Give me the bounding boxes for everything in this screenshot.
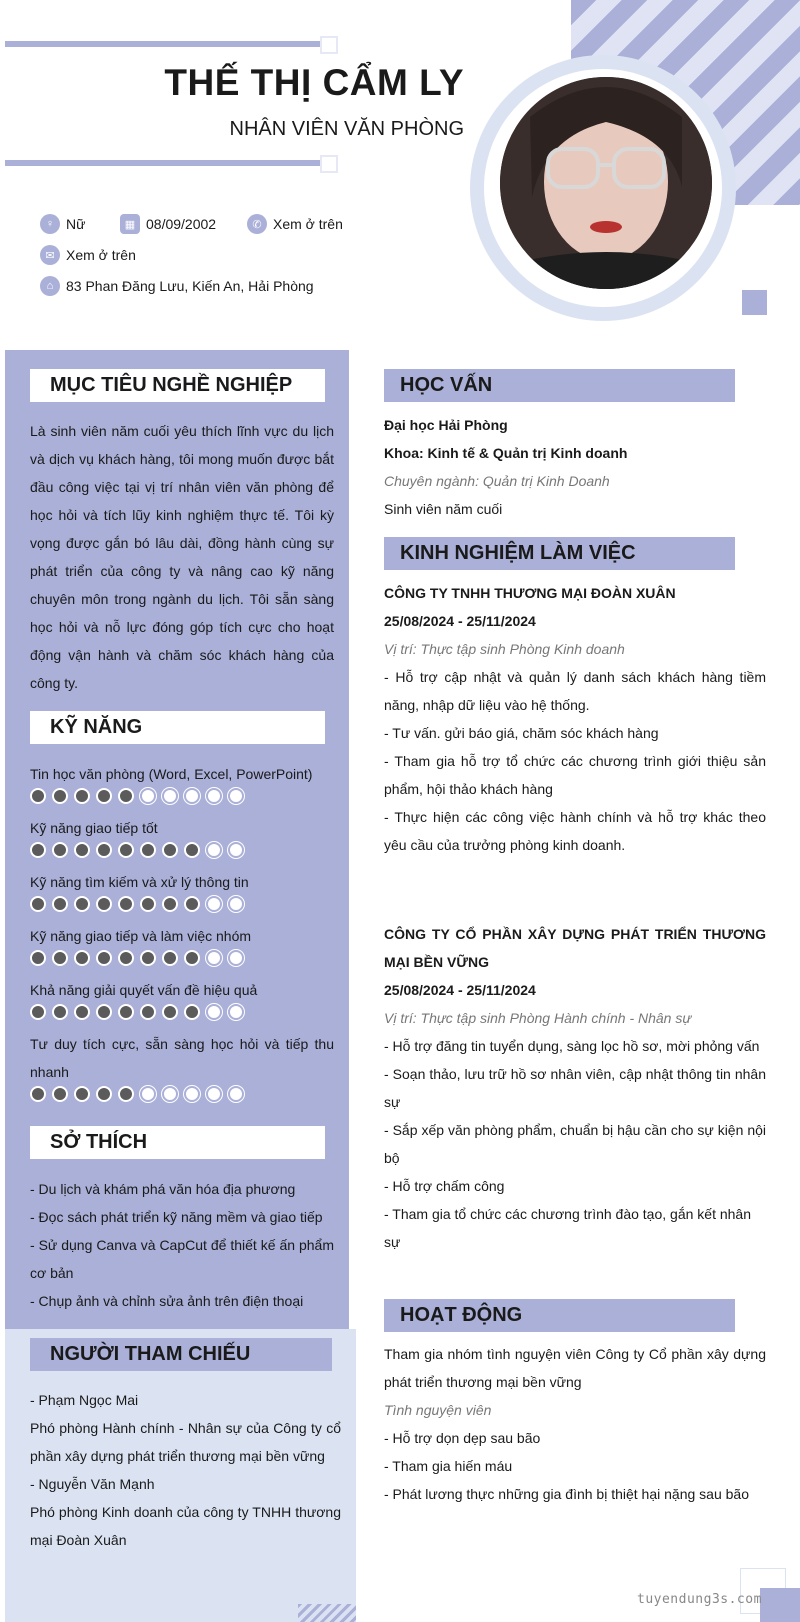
phone-icon: ✆ bbox=[247, 214, 267, 234]
rating-dot-filled bbox=[184, 842, 200, 858]
rating-dot-filled bbox=[30, 950, 46, 966]
rating-dot-filled bbox=[118, 896, 134, 912]
rating-dot-empty bbox=[206, 788, 222, 804]
references-heading: NGƯỜI THAM CHIẾU bbox=[30, 1338, 332, 1371]
activity-org: Tham gia nhóm tình nguyện viên Công ty Cổ phần xây dựng phát triển thương mại bền vững bbox=[384, 1346, 766, 1390]
reference-name: - Phạm Ngọc Mai bbox=[30, 1392, 139, 1408]
skill-row bbox=[30, 922, 334, 966]
address-value: 83 Phan Đăng Lưu, Kiến An, Hải Phòng bbox=[66, 278, 314, 294]
education-heading: HỌC VẤN bbox=[384, 369, 735, 402]
skill-name: Kỹ năng tìm kiếm và xử lý thông tin bbox=[30, 874, 249, 890]
rating-dot-filled bbox=[118, 950, 134, 966]
rating-dot-empty bbox=[206, 1004, 222, 1020]
rating-dot-filled bbox=[162, 842, 178, 858]
rating-dot-empty bbox=[206, 896, 222, 912]
job-title: NHÂN VIÊN VĂN PHÒNG bbox=[229, 118, 464, 140]
rating-dot-filled bbox=[96, 1004, 112, 1020]
job-task: - Tham gia hỗ trợ tổ chức các chương trình giới thiệu sản phẩm, hội thảo khách hàng bbox=[384, 753, 766, 797]
rating-dot-filled bbox=[96, 842, 112, 858]
email-value: Xem ở trên bbox=[66, 247, 136, 263]
skill-row bbox=[30, 760, 334, 804]
rating-dot-filled bbox=[74, 950, 90, 966]
skill-row bbox=[30, 976, 334, 1020]
education-status: Sinh viên năm cuối bbox=[384, 501, 503, 517]
email-icon: ✉ bbox=[40, 245, 60, 265]
reference-title: Phó phòng Hành chính - Nhân sự của Công ty cổ phần xây dựng phát triển thương mại bền vững bbox=[30, 1420, 341, 1464]
rating-dot-filled bbox=[30, 896, 46, 912]
rating-dot-empty bbox=[228, 1086, 244, 1102]
rating-dot-filled bbox=[74, 896, 90, 912]
job-entry bbox=[384, 920, 766, 1256]
job-entry bbox=[384, 579, 766, 859]
contact-address bbox=[40, 276, 314, 296]
job-task: - Thực hiện các công việc hành chính và hỗ trợ khác theo yêu cầu của trưởng phòng kinh doanh. bbox=[384, 809, 766, 853]
job-company: CÔNG TY TNHH THƯƠNG MẠI ĐOÀN XUÂN bbox=[384, 585, 676, 601]
rating-dot-empty bbox=[206, 950, 222, 966]
rating-dot-filled bbox=[118, 842, 134, 858]
hobbies-list bbox=[30, 1175, 334, 1315]
skill-row bbox=[30, 1030, 334, 1102]
activity-role: Tình nguyện viên bbox=[384, 1402, 492, 1418]
contact-gender bbox=[40, 214, 85, 234]
rating-dot-filled bbox=[140, 896, 156, 912]
skill-name: Khả năng giải quyết vấn đề hiệu quả bbox=[30, 982, 258, 998]
job-task: - Hỗ trợ chấm công bbox=[384, 1178, 505, 1194]
objective-text: Là sinh viên năm cuối yêu thích lĩnh vực du lịch và dịch vụ khách hàng, tôi mong muốn được bắt đầu công việc tại vị trí nhân viên văn phòng để học hỏi và tích lũy kinh nghiệm thực tế. Tôi kỳ vọng được gắn bó lâu dài, đồng hành cùng sự phát triển của công ty và nâng cao kỹ năng chuyên môn trong ngành du lịch. Tôi sẵn sàng học hỏi và nỗ lực đóng góp tích cực cho hoạt động vận hành và chăm sóc khách hàng của công ty. bbox=[30, 423, 334, 691]
rating-dot-empty bbox=[228, 1004, 244, 1020]
rating-dot-filled bbox=[162, 950, 178, 966]
candidate-name: THẾ THỊ CẨM LY bbox=[164, 62, 464, 103]
rating-dot-filled bbox=[162, 1004, 178, 1020]
job-task: - Hỗ trợ cập nhật và quản lý danh sách khách hàng tiềm năng, nhập dữ liệu vào hệ thống. bbox=[384, 669, 766, 713]
header-bottom-line bbox=[5, 160, 320, 166]
job-company: CÔNG TY CỔ PHẦN XÂY DỰNG PHÁT TRIỂN THƯƠNG MẠI BỀN VỮNG bbox=[384, 926, 766, 970]
activities-heading: HOẠT ĐỘNG bbox=[384, 1299, 735, 1332]
profile-photo bbox=[500, 77, 712, 289]
gender-value: Nữ bbox=[66, 216, 86, 232]
watermark[interactable]: tuyendung3s.com bbox=[637, 1592, 762, 1607]
rating-dot-filled bbox=[118, 1086, 134, 1102]
rating-dot-filled bbox=[52, 842, 68, 858]
contact-phone bbox=[247, 214, 343, 234]
rating-dot-filled bbox=[96, 896, 112, 912]
skill-name: Tư duy tích cực, sẵn sàng học hỏi và tiếp thu nhanh bbox=[30, 1036, 334, 1080]
job-task: - Tư vấn. gửi báo giá, chăm sóc khách hàng bbox=[384, 725, 659, 741]
rating-dot-filled bbox=[52, 1086, 68, 1102]
job-task: - Sắp xếp văn phòng phẩm, chuẩn bị hậu cần cho sự kiện nội bộ bbox=[384, 1122, 766, 1166]
skill-row bbox=[30, 868, 334, 912]
skill-name: Kỹ năng giao tiếp tốt bbox=[30, 820, 158, 836]
rating-dot-filled bbox=[52, 896, 68, 912]
education-faculty: Khoa: Kinh tế & Quản trị Kinh doanh bbox=[384, 445, 628, 461]
rating-dot-filled bbox=[96, 1086, 112, 1102]
dob-value: 08/09/2002 bbox=[146, 216, 217, 232]
experience-heading: KINH NGHIỆM LÀM VIỆC bbox=[384, 537, 735, 570]
job-task: - Soạn thảo, lưu trữ hồ sơ nhân viên, cập nhật thông tin nhân sự bbox=[384, 1066, 766, 1110]
education-major: Chuyên ngành: Quản trị Kinh Doanh bbox=[384, 473, 610, 489]
rating-dot-filled bbox=[30, 1004, 46, 1020]
hobby-item: - Du lịch và khám phá văn hóa địa phương bbox=[30, 1181, 296, 1197]
rating-dot-filled bbox=[30, 842, 46, 858]
hobby-item: - Chụp ảnh và chỉnh sửa ảnh trên điện thoại bbox=[30, 1293, 304, 1309]
reference-name: - Nguyễn Văn Mạnh bbox=[30, 1476, 155, 1492]
education-block bbox=[384, 411, 766, 523]
rating-dot-filled bbox=[96, 950, 112, 966]
job-period: 25/08/2024 - 25/11/2024 bbox=[384, 982, 536, 998]
rating-dot-filled bbox=[184, 950, 200, 966]
rating-dot-filled bbox=[140, 1004, 156, 1020]
rating-dot-filled bbox=[118, 1004, 134, 1020]
job-period: 25/08/2024 - 25/11/2024 bbox=[384, 613, 536, 629]
skills-list bbox=[30, 760, 334, 1112]
rating-dot-filled bbox=[184, 1004, 200, 1020]
contact-email bbox=[40, 245, 136, 265]
header-top-line bbox=[5, 41, 320, 47]
rating-dot-filled bbox=[162, 896, 178, 912]
skill-rating bbox=[30, 1086, 334, 1102]
job-position: Vị trí: Thực tập sinh Phòng Kinh doanh bbox=[384, 641, 625, 657]
rating-dot-filled bbox=[140, 842, 156, 858]
hobby-item: - Sử dụng Canva và CapCut để thiết kế ấn phẩm cơ bản bbox=[30, 1237, 334, 1281]
rating-dot-filled bbox=[140, 950, 156, 966]
rating-dot-empty bbox=[162, 1086, 178, 1102]
job-task: - Tham gia tổ chức các chương trình đào tạo, gắn kết nhân sự bbox=[384, 1206, 751, 1250]
activity-item: - Tham gia hiến máu bbox=[384, 1458, 513, 1474]
rating-dot-empty bbox=[140, 788, 156, 804]
phone-value: Xem ở trên bbox=[273, 216, 343, 232]
rating-dot-empty bbox=[206, 1086, 222, 1102]
decor-square bbox=[742, 290, 767, 315]
rating-dot-filled bbox=[74, 788, 90, 804]
skill-rating bbox=[30, 842, 334, 858]
objective-heading: MỤC TIÊU NGHỀ NGHIỆP bbox=[30, 369, 325, 402]
reference-title: Phó phòng Kinh doanh của công ty TNHH thương mại Đoàn Xuân bbox=[30, 1504, 341, 1548]
hobbies-heading: SỞ THÍCH bbox=[30, 1126, 325, 1159]
rating-dot-empty bbox=[184, 1086, 200, 1102]
gender-icon: ♀ bbox=[40, 214, 60, 234]
skill-rating bbox=[30, 950, 334, 966]
skill-name: Kỹ năng giao tiếp và làm việc nhóm bbox=[30, 928, 252, 944]
hobby-item: - Đọc sách phát triển kỹ năng mềm và giao tiếp bbox=[30, 1209, 323, 1225]
bottom-stripe-decoration bbox=[298, 1604, 356, 1622]
references-list bbox=[30, 1386, 341, 1554]
skill-name: Tin học văn phòng (Word, Excel, PowerPoint) bbox=[30, 766, 313, 782]
rating-dot-filled bbox=[96, 788, 112, 804]
job-position: Vị trí: Thực tập sinh Phòng Hành chính - Nhân sự bbox=[384, 1010, 692, 1026]
rating-dot-empty bbox=[184, 788, 200, 804]
activities-block bbox=[384, 1340, 766, 1508]
calendar-icon: ▦ bbox=[120, 214, 140, 234]
rating-dot-filled bbox=[52, 950, 68, 966]
activity-item: - Hỗ trợ dọn dẹp sau bão bbox=[384, 1430, 541, 1446]
rating-dot-empty bbox=[228, 950, 244, 966]
header-top-line-end bbox=[320, 36, 338, 54]
rating-dot-filled bbox=[30, 788, 46, 804]
rating-dot-empty bbox=[228, 896, 244, 912]
rating-dot-filled bbox=[74, 842, 90, 858]
rating-dot-filled bbox=[74, 1086, 90, 1102]
skill-rating bbox=[30, 1004, 334, 1020]
skills-heading: KỸ NĂNG bbox=[30, 711, 325, 744]
activity-item: - Phát lương thực những gia đình bị thiệt hại nặng sau bão bbox=[384, 1486, 749, 1502]
home-icon: ⌂ bbox=[40, 276, 60, 296]
rating-dot-filled bbox=[52, 788, 68, 804]
rating-dot-filled bbox=[52, 1004, 68, 1020]
education-school: Đại học Hải Phòng bbox=[384, 417, 508, 433]
skill-rating bbox=[30, 788, 334, 804]
corner-decor-fill bbox=[760, 1588, 800, 1622]
header-bottom-line-end bbox=[320, 155, 338, 173]
rating-dot-filled bbox=[184, 896, 200, 912]
rating-dot-filled bbox=[118, 788, 134, 804]
skill-rating bbox=[30, 896, 334, 912]
rating-dot-filled bbox=[74, 1004, 90, 1020]
rating-dot-empty bbox=[140, 1086, 156, 1102]
rating-dot-filled bbox=[30, 1086, 46, 1102]
skill-row bbox=[30, 814, 334, 858]
contact-dob bbox=[120, 214, 216, 234]
rating-dot-empty bbox=[228, 842, 244, 858]
rating-dot-empty bbox=[162, 788, 178, 804]
job-task: - Hỗ trợ đăng tin tuyển dụng, sàng lọc hồ sơ, mời phỏng vấn bbox=[384, 1038, 760, 1054]
rating-dot-empty bbox=[206, 842, 222, 858]
rating-dot-empty bbox=[228, 788, 244, 804]
